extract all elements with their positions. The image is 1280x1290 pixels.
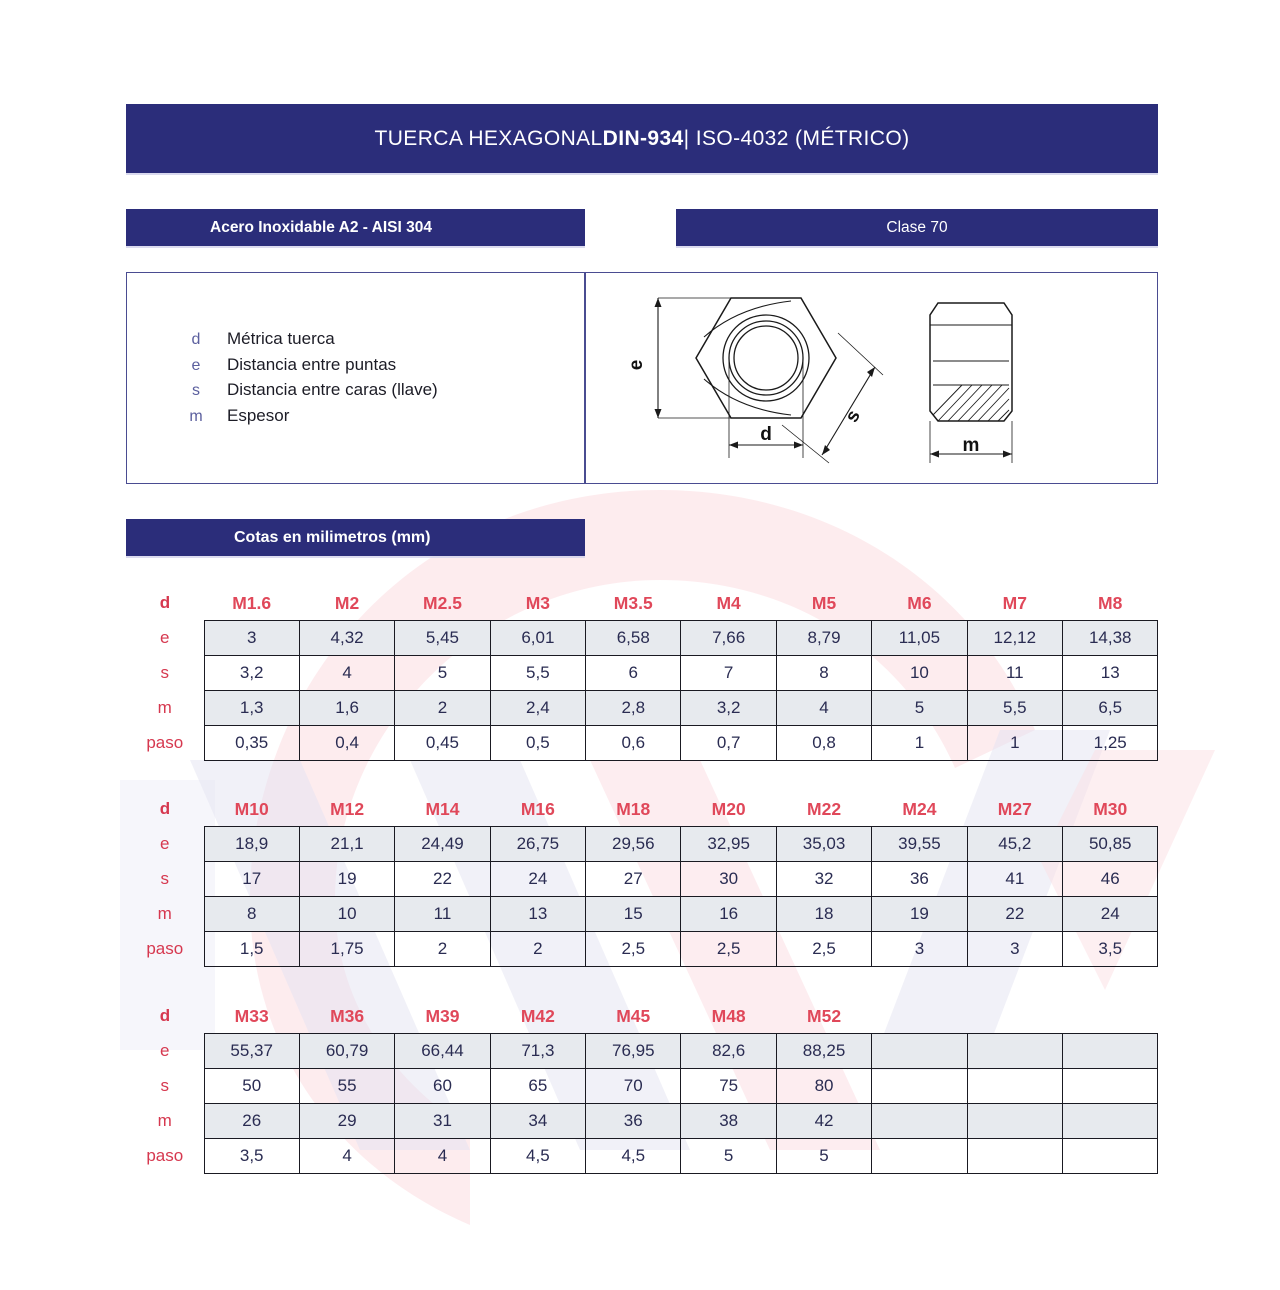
column-header-m52: M52 — [807, 1005, 842, 1026]
dim-label-d: d — [760, 424, 772, 445]
cell-s-m1.6: 3,2 — [204, 656, 299, 691]
cell-m-m6: 5 — [872, 691, 967, 726]
cell-e-m12: 21,1 — [299, 827, 394, 862]
cell-m-m33: 26 — [204, 1104, 299, 1139]
row-label-m: m — [157, 904, 172, 923]
dim-label-m: m — [962, 435, 980, 456]
cell-m-m36: 29 — [299, 1104, 394, 1139]
cell-m-m27: 22 — [967, 897, 1062, 932]
cell-m-col10 — [1063, 1104, 1158, 1139]
cell-m-m22: 18 — [776, 897, 871, 932]
column-header-m36: M36 — [330, 1005, 365, 1026]
column-header-m5: M5 — [811, 592, 837, 613]
column-header-empty — [872, 999, 967, 1034]
cell-s-m30: 46 — [1063, 862, 1158, 897]
column-header-m1.6: M1.6 — [232, 592, 272, 613]
cell-s-m6: 10 — [872, 656, 967, 691]
column-header-m8: M8 — [1098, 592, 1123, 613]
side-view-outline — [930, 303, 1012, 421]
cell-s-m18: 27 — [586, 862, 681, 897]
cell-s-m42: 65 — [490, 1069, 585, 1104]
cell-e-m33: 55,37 — [204, 1034, 299, 1069]
cell-s-col9 — [967, 1069, 1062, 1104]
cell-e-m36: 60,79 — [299, 1034, 394, 1069]
cell-paso-m16: 2 — [490, 932, 585, 967]
legend-item-e — [165, 355, 438, 381]
cell-paso-m52: 5 — [776, 1139, 871, 1174]
cell-s-m24: 36 — [872, 862, 967, 897]
legend-item-d — [165, 329, 438, 355]
column-header-m16: M16 — [520, 798, 555, 819]
column-header-m6: M6 — [907, 592, 932, 613]
cell-e-m6: 11,05 — [872, 621, 967, 656]
cell-paso-col9 — [967, 1139, 1062, 1174]
hexagon-outline — [696, 298, 836, 418]
cell-m-col8 — [872, 1104, 967, 1139]
nut-thread-inner — [734, 326, 798, 390]
cell-paso-m8: 1,25 — [1063, 726, 1158, 761]
cell-s-m14: 22 — [395, 862, 490, 897]
cell-paso-m6: 1 — [872, 726, 967, 761]
table-row-m — [126, 1104, 1158, 1139]
table-row-s — [126, 656, 1158, 691]
column-header-empty — [1063, 999, 1158, 1034]
cell-paso-m1.6: 0,35 — [204, 726, 299, 761]
table-header-row — [126, 792, 1158, 827]
table-row-s — [126, 1069, 1158, 1104]
cell-m-m10: 8 — [204, 897, 299, 932]
row-label-m: m — [157, 1111, 172, 1130]
cell-paso-m30: 3,5 — [1063, 932, 1158, 967]
cell-m-m16: 13 — [490, 897, 585, 932]
cell-m-m30: 24 — [1063, 897, 1158, 932]
row-label-d: d — [159, 799, 171, 819]
table-header-row — [126, 586, 1158, 621]
column-header-m48: M48 — [711, 1005, 746, 1026]
cell-e-m2.5: 5,45 — [395, 621, 490, 656]
cell-m-m24: 19 — [872, 897, 967, 932]
material-badge: Acero Inoxidable A2 - AISI 304 — [126, 209, 585, 246]
cell-m-m3.5: 2,8 — [586, 691, 681, 726]
cell-s-m16: 24 — [490, 862, 585, 897]
row-label-paso: paso — [146, 939, 184, 958]
cell-paso-m3.5: 0,6 — [586, 726, 681, 761]
units-badge: Cotas en milimetros (mm) — [126, 519, 585, 556]
cell-e-m3: 6,01 — [490, 621, 585, 656]
cell-s-m27: 41 — [967, 862, 1062, 897]
table-row-paso — [126, 1139, 1158, 1174]
cell-s-col10 — [1063, 1069, 1158, 1104]
column-header-m3.5: M3.5 — [613, 592, 653, 613]
column-header-m42: M42 — [520, 1005, 555, 1026]
column-header-m33: M33 — [234, 1005, 269, 1026]
cell-paso-m12: 1,75 — [299, 932, 394, 967]
row-label-paso: paso — [146, 1146, 184, 1165]
cell-paso-m33: 3,5 — [204, 1139, 299, 1174]
cell-e-m1.6: 3 — [204, 621, 299, 656]
cell-m-m3: 2,4 — [490, 691, 585, 726]
cell-paso-m14: 2 — [395, 932, 490, 967]
cell-m-m14: 11 — [395, 897, 490, 932]
cell-e-m30: 50,85 — [1063, 827, 1158, 862]
column-header-m18: M18 — [616, 798, 651, 819]
page-title — [126, 104, 1158, 173]
cell-m-m39: 31 — [395, 1104, 490, 1139]
cell-e-m8: 14,38 — [1063, 621, 1158, 656]
cell-e-m27: 45,2 — [967, 827, 1062, 862]
cell-s-m20: 30 — [681, 862, 776, 897]
cell-e-m24: 39,55 — [872, 827, 967, 862]
title-part-light: TUERCA HEXAGONAL — [374, 126, 603, 150]
legend-key-d: d — [191, 331, 201, 348]
legend-item-m — [165, 406, 438, 432]
column-header-m27: M27 — [997, 798, 1032, 819]
cell-m-m42: 34 — [490, 1104, 585, 1139]
row-label-e: e — [160, 628, 170, 647]
column-header-m10: M10 — [234, 798, 269, 819]
column-header-m20: M20 — [711, 798, 746, 819]
cell-e-m18: 29,56 — [586, 827, 681, 862]
cell-e-m7: 12,12 — [967, 621, 1062, 656]
cell-e-m14: 24,49 — [395, 827, 490, 862]
class-badge: Clase 70 — [676, 209, 1158, 246]
dimension-table-1 — [126, 586, 1158, 761]
cell-m-m1.6: 1,3 — [204, 691, 299, 726]
dim-label-s: s — [841, 406, 865, 427]
table-row-e — [126, 827, 1158, 862]
cell-paso-m18: 2,5 — [586, 932, 681, 967]
row-label-d: d — [159, 1006, 171, 1026]
cell-paso-m48: 5 — [681, 1139, 776, 1174]
cell-e-m20: 32,95 — [681, 827, 776, 862]
column-header-m2: M2 — [334, 592, 360, 613]
cell-m-m18: 15 — [586, 897, 681, 932]
cell-m-m5: 4 — [776, 691, 871, 726]
cell-paso-m4: 0,7 — [681, 726, 776, 761]
column-header-m24: M24 — [902, 798, 937, 819]
column-header-m45: M45 — [616, 1005, 651, 1026]
nut-thread-outer — [729, 321, 803, 395]
cell-m-m2: 1,6 — [299, 691, 394, 726]
cell-e-m4: 7,66 — [681, 621, 776, 656]
cell-paso-m3: 0,5 — [490, 726, 585, 761]
cell-e-m16: 26,75 — [490, 827, 585, 862]
cell-paso-m5: 0,8 — [776, 726, 871, 761]
cell-m-m2.5: 2 — [395, 691, 490, 726]
column-header-m39: M39 — [425, 1005, 460, 1026]
cell-paso-m45: 4,5 — [586, 1139, 681, 1174]
table-row-paso — [126, 932, 1158, 967]
legend-list — [165, 329, 438, 431]
legend-text-s: Distancia entre caras (llave) — [227, 380, 438, 399]
row-label-s: s — [160, 663, 169, 682]
cell-m-m52: 42 — [776, 1104, 871, 1139]
cell-s-m3.5: 6 — [586, 656, 681, 691]
nut-chamfer-circle — [723, 315, 809, 401]
table-header-row — [126, 999, 1158, 1034]
cell-s-m39: 60 — [395, 1069, 490, 1104]
cell-e-m3.5: 6,58 — [586, 621, 681, 656]
row-label-paso: paso — [146, 733, 184, 752]
cell-s-m36: 55 — [299, 1069, 394, 1104]
legend-key-s: s — [192, 382, 200, 399]
dimension-table-2 — [126, 792, 1158, 967]
column-header-m3: M3 — [525, 592, 551, 613]
table-2 — [126, 792, 1158, 967]
cell-s-m52: 80 — [776, 1069, 871, 1104]
legend-text-d: Métrica tuerca — [227, 329, 335, 348]
cell-paso-col8 — [872, 1139, 967, 1174]
title-part-rest: | ISO-4032 (MÉTRICO) — [683, 126, 910, 150]
row-label-d: d — [159, 593, 171, 613]
section-hatching — [933, 385, 1009, 421]
cell-s-m8: 13 — [1063, 656, 1158, 691]
cell-s-m48: 75 — [681, 1069, 776, 1104]
cell-m-m45: 36 — [586, 1104, 681, 1139]
cell-paso-m7: 1 — [967, 726, 1062, 761]
legend-panel — [126, 272, 585, 484]
cell-e-m42: 71,3 — [490, 1034, 585, 1069]
cell-m-m4: 3,2 — [681, 691, 776, 726]
legend-text-m: Espesor — [227, 405, 290, 425]
cell-e-m10: 18,9 — [204, 827, 299, 862]
table-row-e — [126, 1034, 1158, 1069]
cell-paso-m2.5: 0,45 — [395, 726, 490, 761]
cell-m-m48: 38 — [681, 1104, 776, 1139]
cell-e-col9 — [967, 1034, 1062, 1069]
cell-e-col8 — [872, 1034, 967, 1069]
cell-m-m7: 5,5 — [967, 691, 1062, 726]
legend-key-m: m — [189, 407, 203, 425]
column-header-m7: M7 — [1002, 592, 1027, 613]
table-3 — [126, 999, 1158, 1174]
cell-s-m5: 8 — [776, 656, 871, 691]
drawing-panel — [585, 272, 1158, 484]
cell-e-m48: 82,6 — [681, 1034, 776, 1069]
cell-paso-m20: 2,5 — [681, 932, 776, 967]
table-1 — [126, 586, 1158, 761]
cell-s-m7: 11 — [967, 656, 1062, 691]
table-row-paso — [126, 726, 1158, 761]
title-part-standard: DIN-934 — [602, 126, 684, 150]
row-label-e: e — [160, 1041, 170, 1060]
cell-paso-m42: 4,5 — [490, 1139, 585, 1174]
table-row-e — [126, 621, 1158, 656]
cell-s-m2: 4 — [299, 656, 394, 691]
row-label-m: m — [157, 698, 172, 717]
cell-s-m33: 50 — [204, 1069, 299, 1104]
column-header-m22: M22 — [807, 798, 842, 819]
column-header-m30: M30 — [1093, 798, 1128, 819]
row-label-s: s — [160, 1076, 169, 1095]
cell-e-m52: 88,25 — [776, 1034, 871, 1069]
cell-m-m12: 10 — [299, 897, 394, 932]
table-row-m — [126, 691, 1158, 726]
cell-m-m8: 6,5 — [1063, 691, 1158, 726]
column-header-m12: M12 — [330, 798, 365, 819]
cell-m-col9 — [967, 1104, 1062, 1139]
cell-s-m22: 32 — [776, 862, 871, 897]
cell-s-m10: 17 — [204, 862, 299, 897]
table-row-m — [126, 897, 1158, 932]
cell-paso-m10: 1,5 — [204, 932, 299, 967]
dimension-table-3 — [126, 999, 1158, 1174]
cell-s-m3: 5,5 — [490, 656, 585, 691]
cell-e-m45: 76,95 — [586, 1034, 681, 1069]
row-label-s: s — [160, 869, 169, 888]
cell-paso-m22: 2,5 — [776, 932, 871, 967]
cell-e-m22: 35,03 — [776, 827, 871, 862]
legend-text-e: Distancia entre puntas — [227, 354, 397, 374]
legend-key-e: e — [191, 356, 201, 374]
column-header-m14: M14 — [425, 798, 460, 819]
cell-e-m39: 66,44 — [395, 1034, 490, 1069]
hex-nut-technical-drawing — [586, 273, 1159, 483]
dim-label-e: e — [626, 359, 647, 371]
cell-s-m4: 7 — [681, 656, 776, 691]
row-label-e: e — [160, 834, 170, 853]
cell-paso-m2: 0,4 — [299, 726, 394, 761]
cell-e-col10 — [1063, 1034, 1158, 1069]
cell-s-m12: 19 — [299, 862, 394, 897]
table-row-s — [126, 862, 1158, 897]
cell-paso-m39: 4 — [395, 1139, 490, 1174]
cell-s-m45: 70 — [586, 1069, 681, 1104]
cell-e-m5: 8,79 — [776, 621, 871, 656]
column-header-m4: M4 — [716, 592, 741, 613]
cell-s-m2.5: 5 — [395, 656, 490, 691]
cell-paso-col10 — [1063, 1139, 1158, 1174]
cell-m-m20: 16 — [681, 897, 776, 932]
cell-paso-m36: 4 — [299, 1139, 394, 1174]
cell-e-m2: 4,32 — [299, 621, 394, 656]
column-header-empty — [967, 999, 1062, 1034]
cell-paso-m24: 3 — [872, 932, 967, 967]
legend-item-s — [165, 380, 438, 406]
cell-s-col8 — [872, 1069, 967, 1104]
cell-paso-m27: 3 — [967, 932, 1062, 967]
column-header-m2.5: M2.5 — [423, 592, 462, 613]
